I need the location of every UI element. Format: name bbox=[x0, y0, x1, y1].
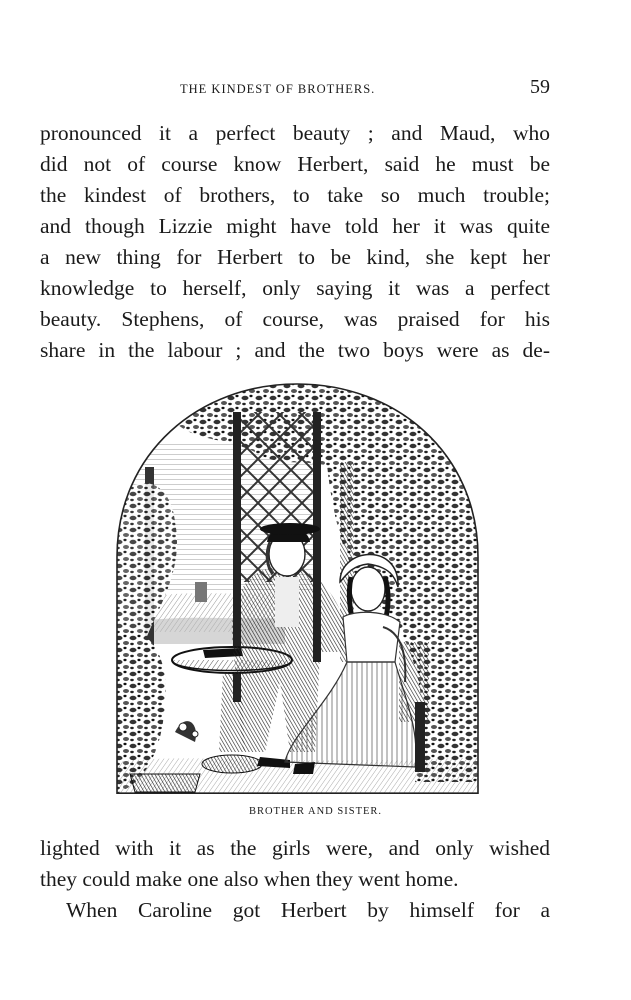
text-line: lighted with it as the girls were, and only wished bbox=[40, 836, 550, 860]
illustration-caption: BROTHER AND SISTER. bbox=[248, 806, 383, 817]
running-head bbox=[40, 78, 550, 100]
paragraph-1 bbox=[40, 118, 550, 366]
paragraph-3 bbox=[40, 895, 550, 926]
text-line: they could make one also when they went home. bbox=[40, 867, 459, 891]
text-line: the kindest of brothers, to take so much trouble; bbox=[40, 183, 550, 207]
text-line: When Caroline got Herbert by himself for a bbox=[66, 898, 550, 922]
text-line: beauty. Stephens, of course, was praised for his bbox=[40, 307, 550, 331]
text-line: share in the labour ; and the two boys were as de- bbox=[40, 338, 550, 362]
text-line: pronounced it a perfect beauty ; and Maud, who bbox=[40, 121, 550, 145]
text-line: did not of course know Herbert, said he must be bbox=[40, 152, 550, 176]
paragraph-2 bbox=[40, 833, 550, 895]
running-title: THE KINDEST OF BROTHERS. bbox=[180, 82, 376, 96]
text-line: a new thing for Herbert to be kind, she kept her bbox=[40, 245, 550, 269]
text-line: and though Lizzie might have told her it was quite bbox=[40, 214, 550, 238]
engraving-illustration bbox=[115, 382, 480, 794]
text-line: knowledge to herself, only saying it was a perfect bbox=[40, 276, 550, 300]
page-number: 59 bbox=[530, 76, 550, 98]
